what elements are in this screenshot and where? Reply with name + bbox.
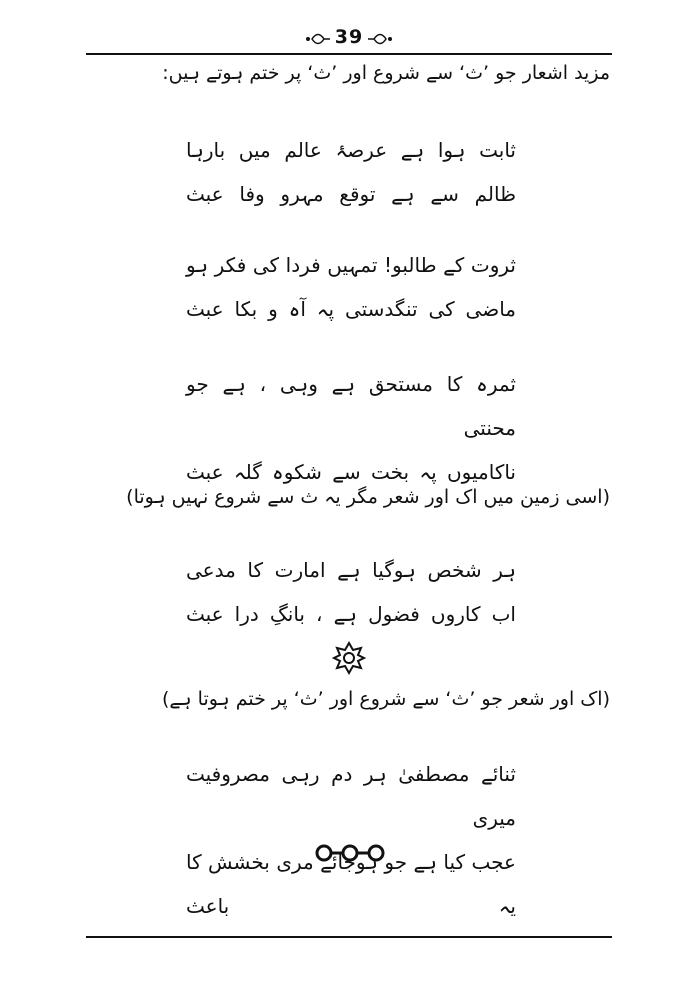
verse-line: ہر شخص ہوگیا ہے امارت کا مدعی <box>186 558 516 582</box>
verse-line: ثنائے مصطفیٰ ہر دم رہی مصروفیت میری <box>186 762 516 830</box>
verse-line: ماضی کی تنگدستی پہ آہ و بکا عبث <box>186 297 516 321</box>
top-rule <box>86 53 612 55</box>
verse-line: ظالم سے ہے توقع مہرو وفا عبث <box>186 182 516 206</box>
section-heading: مزید اشعار جو ’ث‘ سے شروع اور ’ث‘ پر ختم ہوتے ہیں: <box>162 62 610 84</box>
note-2: (اک اور شعر جو ’ث‘ سے شروع اور ’ث‘ پر ختم ہوتا ہے) <box>161 688 610 710</box>
couplet-extra <box>186 548 516 636</box>
couplet-1 <box>186 128 516 216</box>
verse-line: ناکامیوں پہ بخت سے شکوہ گلہ عبث <box>186 460 516 484</box>
three-circles-ornament-icon <box>314 843 386 863</box>
verse-line: عجب کیا ہے جو ہوجائے مری بخشش کا یہ باعث <box>186 850 516 918</box>
bottom-rule <box>86 936 612 938</box>
couplet-final <box>186 752 516 928</box>
couplet-2 <box>186 243 516 331</box>
couplet-3 <box>186 362 516 494</box>
flower-ornament-icon <box>331 640 367 676</box>
verse-line: ثروت کے طالبو! تمہیں فردا کی فکر ہو <box>186 253 516 277</box>
verse-line: اب کاروں فضول ہے ، بانگِ درا عبث <box>186 602 516 626</box>
page-number: 39 <box>334 26 364 48</box>
verse-line: ثمرہ کا مستحق ہے وہی ، ہے جو محنتی <box>186 372 516 440</box>
verse-line: ثابت ہوا ہے عرصۂ عالم میں بارہا <box>186 138 516 162</box>
note-1: (اسی زمین میں اک اور شعر مگر یہ ث سے شروع نہیں ہوتا) <box>126 486 610 508</box>
